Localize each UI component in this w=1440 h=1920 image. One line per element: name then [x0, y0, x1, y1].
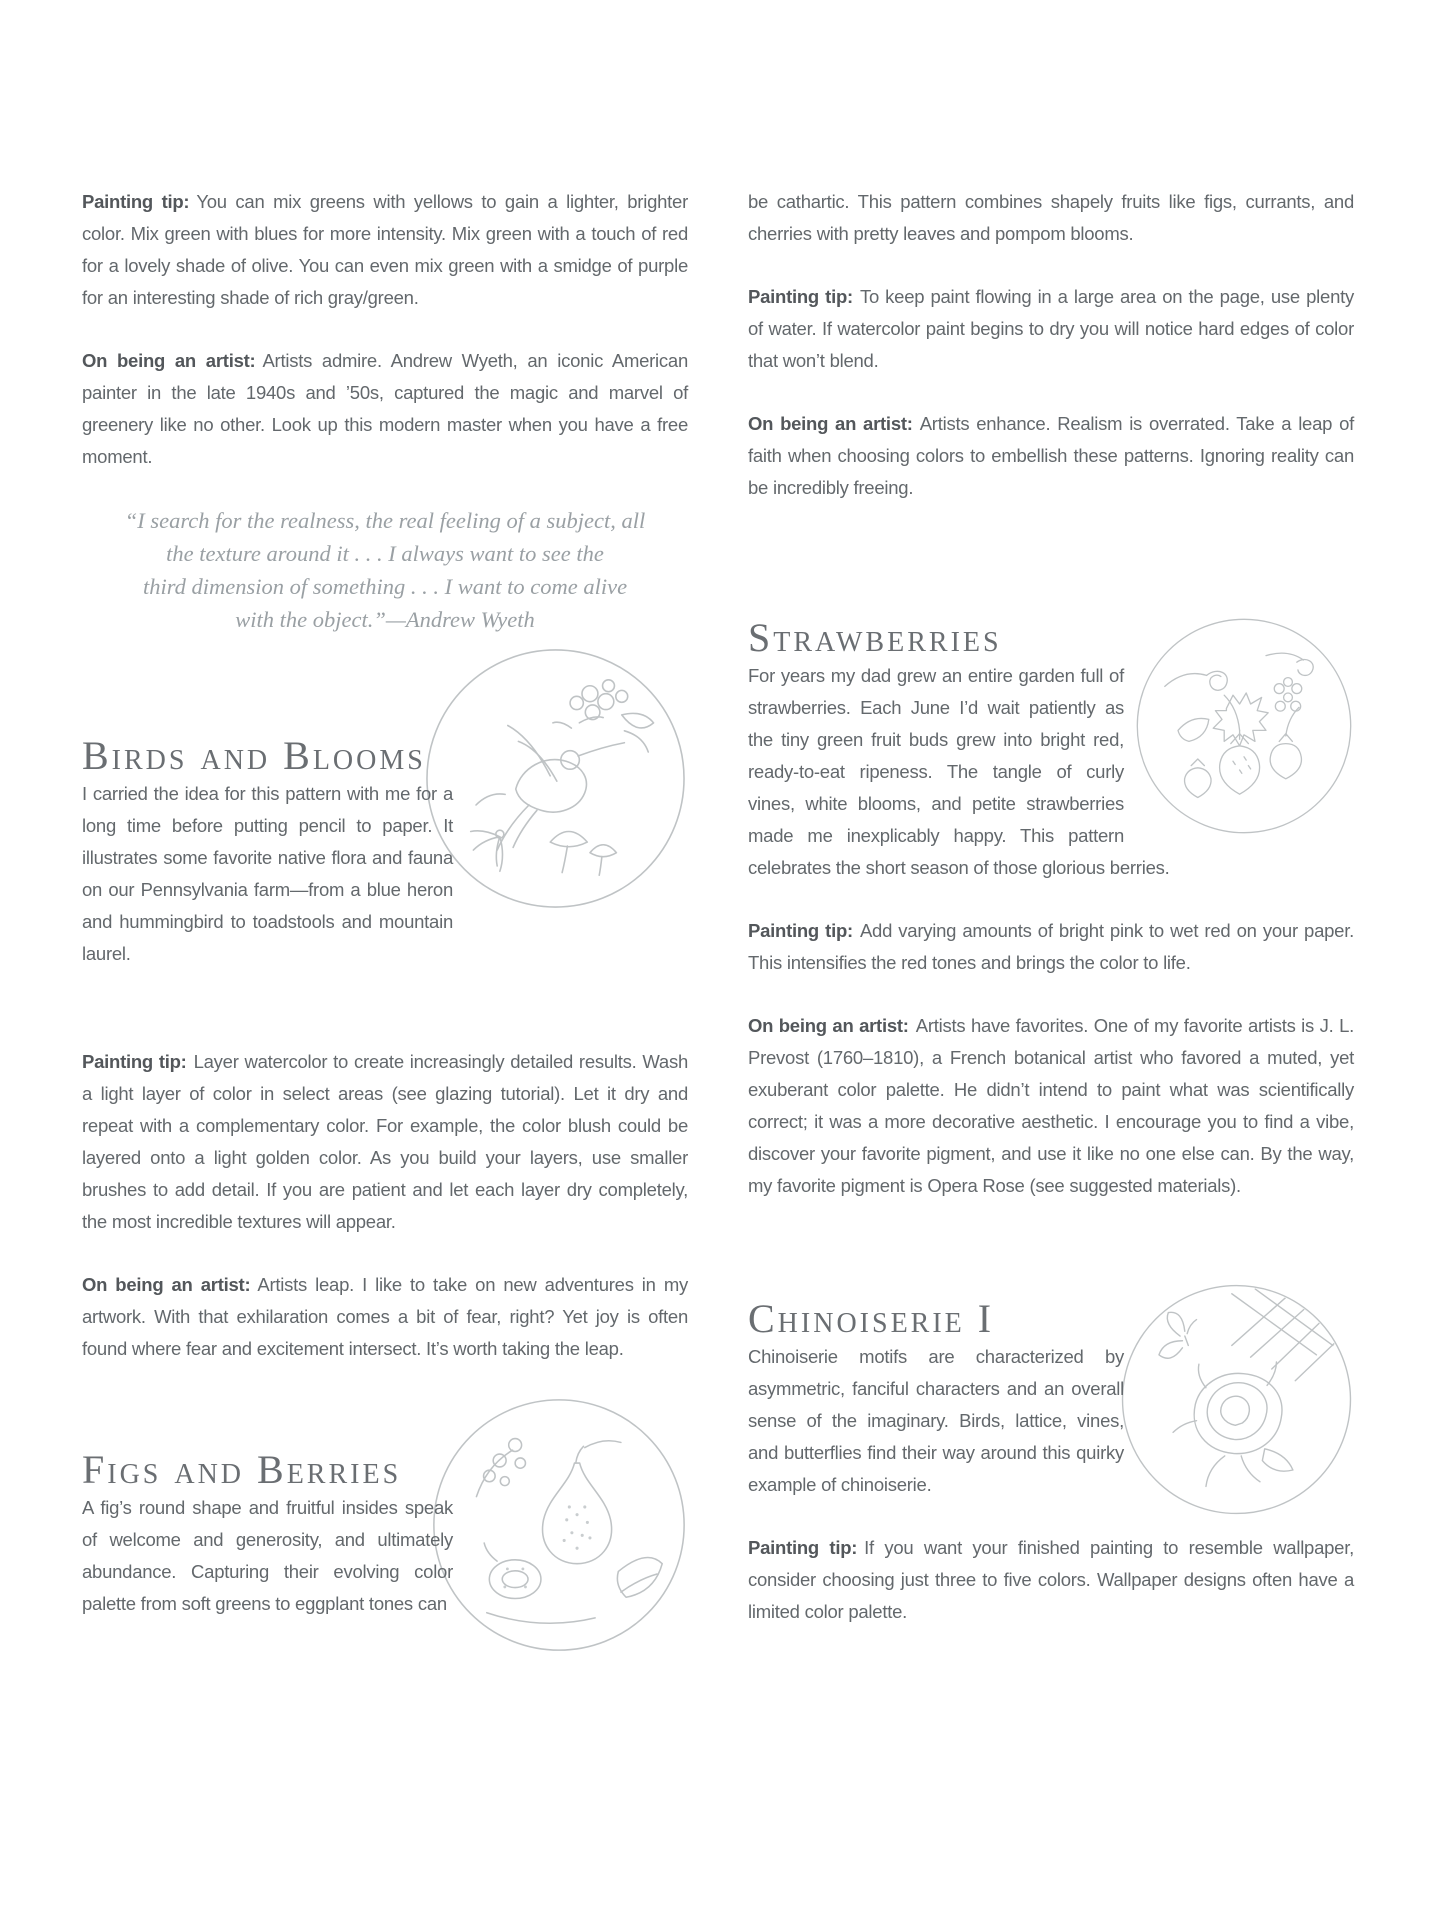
painting-tip-label: Painting tip: — [82, 1051, 187, 1072]
quote-line: third dimension of something . . . I want to come alive — [142, 574, 628, 599]
chinoiserie-circle-illustration — [1124, 1282, 1354, 1517]
fig-illustration — [430, 1396, 688, 1654]
painting-tip-label: Painting tip: — [82, 191, 190, 212]
section-chinoiserie-1 — [748, 1282, 1354, 1532]
painting-tip-label: Painting tip: — [748, 1537, 858, 1558]
heading-figs-and-berries: Figs and Berries — [82, 1447, 402, 1492]
painting-tip-paragraph — [748, 1532, 1354, 1628]
left-column — [82, 186, 688, 1696]
quote-attribution-line: with the object.”—Andrew Wyeth — [235, 607, 535, 632]
painting-tip-paragraph — [82, 1046, 688, 1238]
heading-birds-and-blooms: Birds and Blooms — [82, 733, 426, 778]
section-figs-and-berries — [82, 1396, 688, 1696]
on-being-an-artist-text: Artists have favorites. One of my favorite artists is J. L. Prevost (1760–1810), a French botanical artist who favored a muted, yet exuberant color palette. He didn’t intend to paint what was scientifically correct; it was a more decorative aesthetic. I encourage you to find a vibe, discover your favorite pigment, and use it like no one else can. By the way, my favorite pigment is Opera Rose (see suggested materials). — [748, 1015, 1354, 1196]
hummingbird-illustration — [423, 646, 688, 911]
on-being-an-artist-label: On being an artist: — [748, 1015, 909, 1036]
on-being-an-artist-label: On being an artist: — [82, 1274, 251, 1295]
birds-and-blooms-circle-illustration — [453, 646, 688, 1046]
painting-tip-paragraph — [748, 915, 1354, 979]
strawberry-illustration — [1134, 616, 1354, 836]
on-being-an-artist-text: Artists leap. I like to take on new adventures in my artwork. With that exhilaration comes a bit of fear, right? Yet joy is often found where fear and excitement intersect. It’s worth taking the leap. — [82, 1274, 688, 1359]
painting-tip-paragraph — [748, 281, 1354, 377]
figs-and-berries-circle-illustration — [453, 1396, 688, 1696]
strawberries-circle-illustration — [1124, 616, 1354, 836]
painting-tip-paragraph — [82, 186, 688, 314]
on-being-an-artist-paragraph — [748, 1010, 1354, 1202]
right-column — [748, 186, 1354, 1659]
painting-tip-text: You can mix greens with yellows to gain a lighter, brighter color. Mix green with blues for more intensity. Mix green with a touch of red for a lovely shade of olive. You can even mix green with a smidge of purple for an interesting shade of rich gray/green. — [82, 191, 688, 308]
heading-chinoiserie-1: Chinoiserie I — [748, 1296, 995, 1341]
figs-and-berries-text: A fig’s round shape and fruitful insides speak of welcome and generosity, and ultimately abundance. Capturing their evolving color palette from soft greens to eggplant tones can — [82, 1497, 453, 1614]
on-being-an-artist-text: Artists admire. Andrew Wyeth, an iconic American painter in the late 1940s and ’50s, captured the magic and marvel of greenery like no other. Look up this modern master when you have a free moment. — [82, 350, 688, 467]
on-being-an-artist-text: Artists enhance. Realism is overrated. Take a leap of faith when choosing colors to embellish these patterns. Ignoring reality can be incredibly freeing. — [748, 413, 1354, 498]
quote-line: the texture around it . . . I always want to see the — [166, 541, 604, 566]
on-being-an-artist-paragraph — [748, 408, 1354, 504]
on-being-an-artist-label: On being an artist: — [748, 413, 913, 434]
painting-tip-text: If you want your finished painting to resemble wallpaper, consider choosing just three to five colors. Wallpaper designs often have a limited color palette. — [748, 1537, 1354, 1622]
heading-strawberries: Strawberries — [748, 616, 1002, 660]
painting-tip-text: Add varying amounts of bright pink to wet red on your paper. This intensifies the red tones and brings the color to life. — [748, 920, 1354, 973]
painting-tip-label: Painting tip: — [748, 920, 853, 941]
painting-tip-text: To keep paint flowing in a large area on the page, use plenty of water. If watercolor paint begins to dry you will notice hard edges of color that won’t blend. — [748, 286, 1354, 371]
figs-continuation-text: be cathartic. This pattern combines shapely fruits like figs, currants, and cherries with pretty leaves and pompom blooms. — [748, 191, 1354, 244]
painting-tip-text: Layer watercolor to create increasingly detailed results. Wash a light layer of color in select areas (see glazing tutorial). Let it dry and repeat with a complementary color. For example, the color blush could be layered onto a light golden color. As you build your layers, use smaller brushes to add detail. If you are patient and let each layer dry completely, the most incredible textures will appear. — [82, 1051, 688, 1232]
andrew-wyeth-quote — [82, 504, 688, 636]
on-being-an-artist-paragraph — [82, 345, 688, 473]
birds-and-blooms-text: I carried the idea for this pattern with me for a long time before putting pencil to paper. It illustrates some favorite native flora and fauna on our Pennsylvania farm—from a blue heron and hummingbird to toadstools and mountain laurel. — [82, 783, 453, 964]
section-strawberries — [748, 616, 1354, 915]
on-being-an-artist-label: On being an artist: — [82, 350, 256, 371]
chinoiserie-text: Chinoiserie motifs are characterized by asymmetric, fanciful characters and an overall sense of the imaginary. Birds, lattice, vines, and butterflies find their way around this quirky example of chinoiserie. — [748, 1346, 1124, 1495]
quote-line: “I search for the realness, the real feeling of a subject, all — [124, 508, 646, 533]
strawberries-text: For years my dad grew an entire garden full of strawberries. Each June I’d wait patiently as the tiny green fruit buds grew into bright red, ready-to-eat ripeness. The tangle of curly vines, white blooms, and petite strawberries made me inexplicably happy. This pattern celebrates the short season of those glorious berries. — [748, 665, 1170, 878]
painting-tip-label: Painting tip: — [748, 286, 853, 307]
on-being-an-artist-paragraph — [82, 1269, 688, 1365]
section-birds-and-blooms — [82, 646, 688, 1046]
peony-lattice-illustration — [1119, 1282, 1354, 1517]
